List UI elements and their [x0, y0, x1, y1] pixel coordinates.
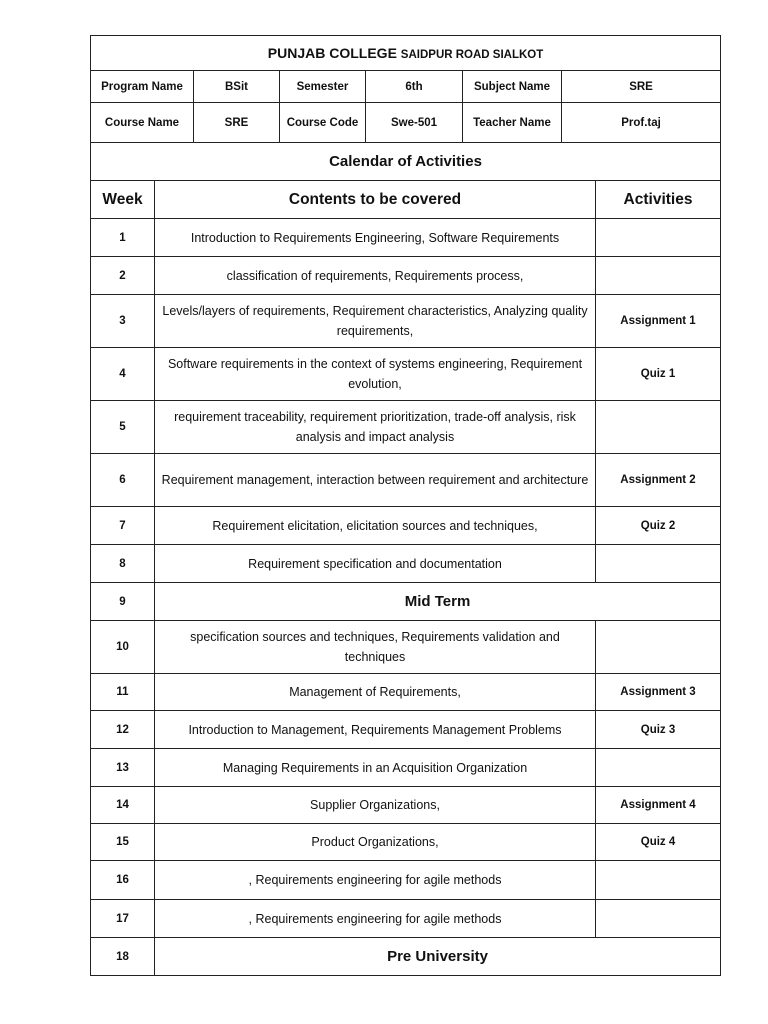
- week-contents: Management of Requirements,: [155, 674, 596, 711]
- course-name-label: Course Name: [91, 103, 194, 143]
- week-contents: Introduction to Requirements Engineering, Software Requirements: [155, 219, 596, 257]
- week-activity: Quiz 3: [596, 711, 721, 749]
- week-number: 10: [91, 621, 155, 674]
- week-number: 5: [91, 401, 155, 454]
- subject-name-value: SRE: [562, 71, 721, 103]
- week-number: 11: [91, 674, 155, 711]
- week-contents: Supplier Organizations,: [155, 787, 596, 824]
- week-activity: [596, 621, 721, 674]
- table-row: [91, 621, 721, 674]
- week-contents: , Requirements engineering for agile methods: [155, 861, 596, 900]
- table-row: [91, 295, 721, 348]
- week-number: 2: [91, 257, 155, 295]
- week-contents: Introduction to Management, Requirements Management Problems: [155, 711, 596, 749]
- table-row: [91, 938, 721, 976]
- table-row: [91, 900, 721, 938]
- week-number: 1: [91, 219, 155, 257]
- teacher-name-value: Prof.taj: [562, 103, 721, 143]
- table-row: [91, 401, 721, 454]
- week-number: 17: [91, 900, 155, 938]
- semester-label: Semester: [280, 71, 366, 103]
- week-contents: classification of requirements, Requirements process,: [155, 257, 596, 295]
- week-activity: Quiz 4: [596, 824, 721, 861]
- college-name: PUNJAB COLLEGE: [267, 45, 397, 61]
- table-row: [91, 674, 721, 711]
- teacher-name-label: Teacher Name: [463, 103, 562, 143]
- course-info-table: [90, 35, 721, 143]
- week-number: 9: [91, 583, 155, 621]
- table-row: [91, 787, 721, 824]
- semester-value: 6th: [366, 71, 463, 103]
- exam-period-label: Pre University: [155, 938, 721, 976]
- table-row: [91, 257, 721, 295]
- week-contents: , Requirements engineering for agile methods: [155, 900, 596, 938]
- week-contents: Requirement specification and documentation: [155, 545, 596, 583]
- week-contents: specification sources and techniques, Requirements validation and techniques: [155, 621, 596, 674]
- week-contents: requirement traceability, requirement prioritization, trade-off analysis, risk analysis and impact analysis: [155, 401, 596, 454]
- week-contents: Levels/layers of requirements, Requirement characteristics, Analyzing quality requirements,: [155, 295, 596, 348]
- table-row: [91, 507, 721, 545]
- week-number: 14: [91, 787, 155, 824]
- table-row: [91, 545, 721, 583]
- table-row: [91, 749, 721, 787]
- course-code-label: Course Code: [280, 103, 366, 143]
- table-row: [91, 711, 721, 749]
- course-name-value: SRE: [194, 103, 280, 143]
- table-row: [91, 219, 721, 257]
- week-activity: [596, 257, 721, 295]
- week-contents: Requirement elicitation, elicitation sources and techniques,: [155, 507, 596, 545]
- table-row: [91, 861, 721, 900]
- week-number: 15: [91, 824, 155, 861]
- week-activity: Assignment 4: [596, 787, 721, 824]
- week-activity: [596, 749, 721, 787]
- college-title: [91, 36, 721, 71]
- week-contents: Product Organizations,: [155, 824, 596, 861]
- week-number: 18: [91, 938, 155, 976]
- calendar-caption: Calendar of Activities: [91, 143, 721, 181]
- table-row: [91, 348, 721, 401]
- college-address: SAIDPUR ROAD SIALKOT: [400, 49, 544, 61]
- table-row: [91, 583, 721, 621]
- contents-column-header: Contents to be covered: [155, 181, 596, 219]
- week-column-header: Week: [91, 181, 155, 219]
- week-activity: Assignment 1: [596, 295, 721, 348]
- week-activity: Assignment 3: [596, 674, 721, 711]
- table-row: [91, 824, 721, 861]
- week-number: 8: [91, 545, 155, 583]
- week-contents: Requirement management, interaction between requirement and architecture: [155, 454, 596, 507]
- subject-name-label: Subject Name: [463, 71, 562, 103]
- program-name-label: Program Name: [91, 71, 194, 103]
- course-code-value: Swe-501: [366, 103, 463, 143]
- week-activity: [596, 219, 721, 257]
- week-number: 16: [91, 861, 155, 900]
- week-activity: [596, 900, 721, 938]
- week-number: 13: [91, 749, 155, 787]
- week-number: 4: [91, 348, 155, 401]
- week-number: 7: [91, 507, 155, 545]
- week-activity: [596, 861, 721, 900]
- table-row: [91, 454, 721, 507]
- week-activity: Quiz 1: [596, 348, 721, 401]
- week-contents: Managing Requirements in an Acquisition Organization: [155, 749, 596, 787]
- week-number: 6: [91, 454, 155, 507]
- calendar-table: [90, 142, 721, 976]
- week-number: 3: [91, 295, 155, 348]
- week-activity: Quiz 2: [596, 507, 721, 545]
- exam-period-label: Mid Term: [155, 583, 721, 621]
- activities-column-header: Activities: [596, 181, 721, 219]
- program-name-value: BSit: [194, 71, 280, 103]
- week-contents: Software requirements in the context of systems engineering, Requirement evolution,: [155, 348, 596, 401]
- week-activity: [596, 545, 721, 583]
- week-number: 12: [91, 711, 155, 749]
- week-activity: Assignment 2: [596, 454, 721, 507]
- week-activity: [596, 401, 721, 454]
